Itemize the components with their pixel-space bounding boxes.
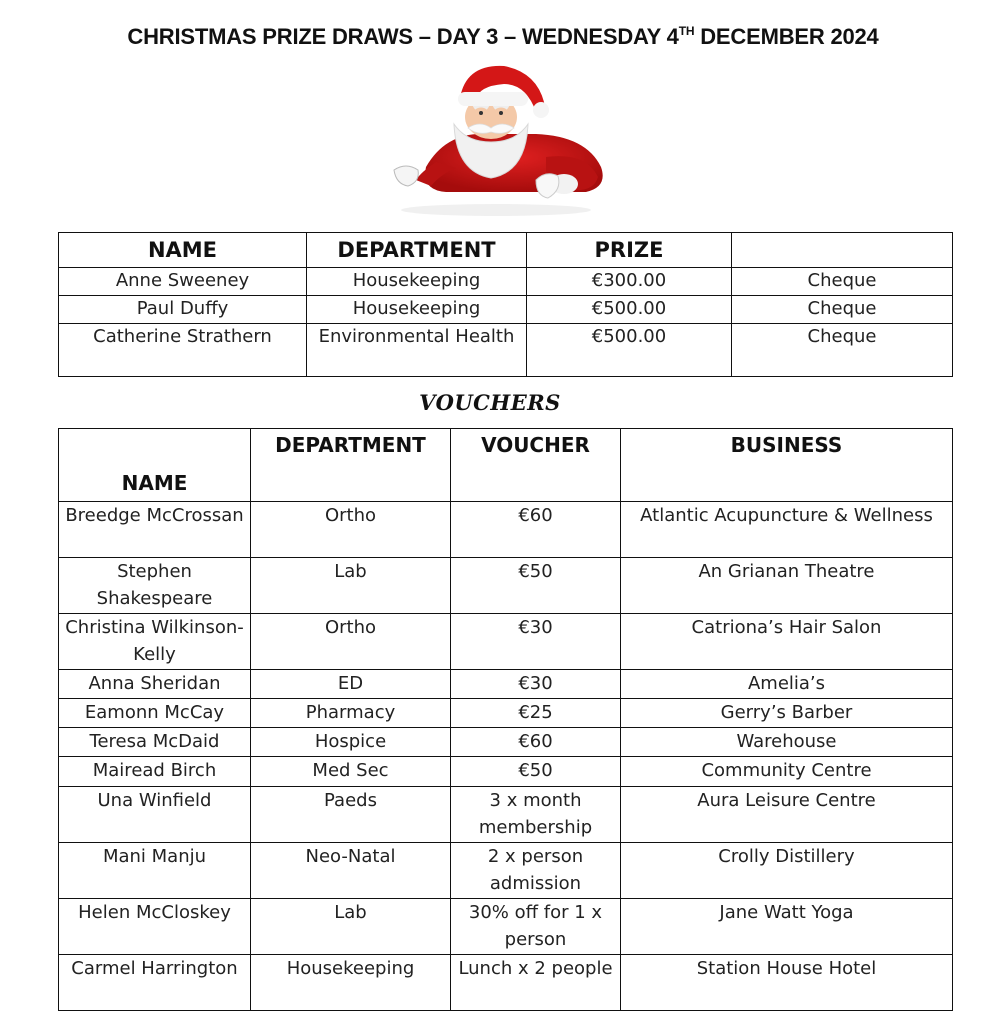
- table-row: [59, 268, 953, 296]
- prize-table: [58, 232, 953, 377]
- table-row: [59, 614, 953, 670]
- winner-name: Stephen Shakespeare: [59, 558, 251, 614]
- page-title: [0, 24, 1006, 50]
- column-header: VOUCHER: [451, 429, 621, 502]
- winner-name: Mairead Birch: [59, 757, 251, 787]
- column-header: NAME: [59, 429, 251, 502]
- voucher-value: 2 x person admission: [451, 843, 621, 899]
- voucher-value: €50: [451, 757, 621, 787]
- winner-department: Environmental Health: [307, 324, 527, 377]
- voucher-business: Catriona’s Hair Salon: [621, 614, 953, 670]
- voucher-business: Atlantic Acupuncture & Wellness: [621, 502, 953, 558]
- table-row: [59, 558, 953, 614]
- table-row: [59, 502, 953, 558]
- voucher-business: Amelia’s: [621, 670, 953, 699]
- title-main: CHRISTMAS PRIZE DRAWS – DAY 3 – WEDNESDAY 4: [127, 24, 679, 49]
- winner-department: Hospice: [251, 728, 451, 757]
- title-rest: DECEMBER 2024: [694, 24, 879, 49]
- voucher-business: Gerry’s Barber: [621, 699, 953, 728]
- prize-type: Cheque: [732, 268, 953, 296]
- voucher-business: Station House Hotel: [621, 955, 953, 1011]
- winner-department: Lab: [251, 558, 451, 614]
- winner-name: Eamonn McCay: [59, 699, 251, 728]
- winner-department: Pharmacy: [251, 699, 451, 728]
- winner-name: Helen McCloskey: [59, 899, 251, 955]
- column-header: PRIZE: [527, 233, 732, 268]
- voucher-value: Lunch x 2 people: [451, 955, 621, 1011]
- table-row: [59, 955, 953, 1011]
- column-header: [732, 233, 953, 268]
- table-row: [59, 843, 953, 899]
- winner-department: Paeds: [251, 787, 451, 843]
- winner-name: Christina Wilkinson-Kelly: [59, 614, 251, 670]
- voucher-value: €30: [451, 670, 621, 699]
- winner-name: Una Winfield: [59, 787, 251, 843]
- voucher-business: Warehouse: [621, 728, 953, 757]
- winner-department: ED: [251, 670, 451, 699]
- winner-name: Carmel Harrington: [59, 955, 251, 1011]
- voucher-value: €50: [451, 558, 621, 614]
- voucher-business: Crolly Distillery: [621, 843, 953, 899]
- winner-name: Anna Sheridan: [59, 670, 251, 699]
- winner-name: Paul Duffy: [59, 296, 307, 324]
- table-row: [59, 296, 953, 324]
- winner-department: Housekeeping: [307, 268, 527, 296]
- winner-department: Housekeeping: [307, 296, 527, 324]
- prize-type: Cheque: [732, 324, 953, 377]
- winner-department: Lab: [251, 899, 451, 955]
- column-header: DEPARTMENT: [307, 233, 527, 268]
- voucher-value: €30: [451, 614, 621, 670]
- winner-name: Teresa McDaid: [59, 728, 251, 757]
- voucher-value: €60: [451, 728, 621, 757]
- table-row: [59, 757, 953, 787]
- column-header: DEPARTMENT: [251, 429, 451, 502]
- table-row: [59, 787, 953, 843]
- prize-amount: €300.00: [527, 268, 732, 296]
- title-ordinal: TH: [678, 24, 695, 38]
- voucher-business: An Grianan Theatre: [621, 558, 953, 614]
- winner-department: Housekeeping: [251, 955, 451, 1011]
- voucher-value: 3 x month membership: [451, 787, 621, 843]
- prize-amount: €500.00: [527, 324, 732, 377]
- winner-name: Catherine Strathern: [59, 324, 307, 377]
- voucher-table: [58, 428, 953, 1011]
- santa-claus-icon: [386, 62, 616, 222]
- vouchers-heading: VOUCHERS: [419, 390, 561, 415]
- voucher-value: 30% off for 1 x person: [451, 899, 621, 955]
- prize-type: Cheque: [732, 296, 953, 324]
- winner-department: Ortho: [251, 614, 451, 670]
- winner-department: Ortho: [251, 502, 451, 558]
- column-header: NAME: [59, 233, 307, 268]
- voucher-value: €25: [451, 699, 621, 728]
- winner-name: Mani Manju: [59, 843, 251, 899]
- winner-name: Anne Sweeney: [59, 268, 307, 296]
- table-row: [59, 899, 953, 955]
- voucher-business: Jane Watt Yoga: [621, 899, 953, 955]
- table-row: [59, 728, 953, 757]
- table-row: [59, 324, 953, 377]
- prize-table-header: [59, 233, 953, 268]
- voucher-business: Aura Leisure Centre: [621, 787, 953, 843]
- table-row: [59, 699, 953, 728]
- winner-department: Neo-Natal: [251, 843, 451, 899]
- column-header: BUSINESS: [621, 429, 953, 502]
- table-row: [59, 670, 953, 699]
- voucher-table-header: [59, 429, 953, 502]
- winner-name: Breedge McCrossan: [59, 502, 251, 558]
- voucher-value: €60: [451, 502, 621, 558]
- winner-department: Med Sec: [251, 757, 451, 787]
- prize-amount: €500.00: [527, 296, 732, 324]
- voucher-business: Community Centre: [621, 757, 953, 787]
